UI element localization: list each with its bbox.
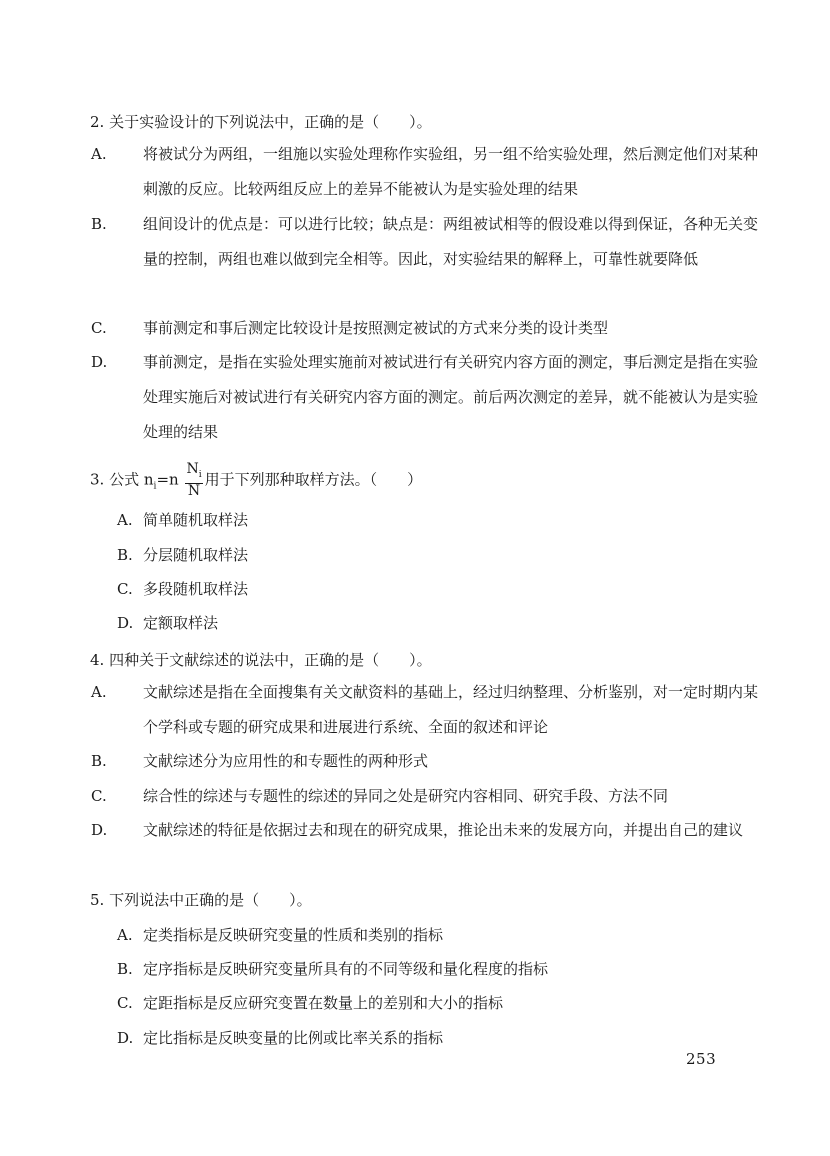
question-3-option-b <box>117 538 732 573</box>
question-4-option-a <box>91 675 759 745</box>
option-text: 定比指标是反映变量的比例或比率关系的指标 <box>143 1029 444 1047</box>
option-text: 综合性的综述与专题性的综述的异同之处是研究内容相同、研究手段、方法不同 <box>143 787 669 805</box>
option-letter: A. <box>117 511 133 529</box>
option-text: 定额取样法 <box>143 614 219 632</box>
fraction-numerator: $N_i$ <box>185 462 202 484</box>
question-2-option-d <box>91 345 759 450</box>
question-4-option-c <box>91 779 758 814</box>
option-text: 组间设计的优点是：可以进行比较；缺点是：两组被试相等的假设难以得到保证，各种无关变量的控制，两组也难以做到完全相等。因此，对实验结果的解释上，可靠性就要降低 <box>143 215 759 268</box>
question-2-option-b <box>91 207 759 277</box>
question-4-option-b <box>91 744 758 779</box>
question-3-option-c <box>117 572 732 607</box>
formula-equals: =n <box>156 470 179 489</box>
option-letter: C. <box>91 787 107 805</box>
option-text: 定距指标是反应研究变置在数量上的差别和大小的指标 <box>143 994 504 1012</box>
option-text: 事前测定，是指在实验处理实施前对被试进行有关研究内容方面的测定，事后测定是指在实验处理实施后对被试进行有关研究内容方面的测定。前后两次测定的差异，就不能被认为是实验处理的结果 <box>143 353 759 441</box>
option-letter: C. <box>91 319 107 337</box>
question-3-stem <box>90 462 422 499</box>
formula-lhs-subscript: i <box>153 481 157 492</box>
option-text: 定类指标是反映研究变量的性质和类别的指标 <box>143 926 444 944</box>
option-text: 多段随机取样法 <box>143 580 249 598</box>
option-text: 事前测定和事后测定比较设计是按照测定被试的方式来分类的设计类型 <box>143 319 609 337</box>
question-5-option-b <box>117 952 732 987</box>
question-2-option-a <box>91 137 759 207</box>
option-letter: A. <box>117 926 133 944</box>
question-5-option-d <box>117 1021 732 1056</box>
formula-fraction <box>185 462 202 499</box>
option-letter: D. <box>117 1029 134 1047</box>
question-5-stem: 5. 下列说法中正确的是（ ）。 <box>90 891 312 909</box>
option-letter: C. <box>117 580 133 598</box>
option-letter: B. <box>91 752 107 770</box>
option-letter: A. <box>91 683 107 701</box>
option-text: 定序指标是反映研究变量所具有的不同等级和量化程度的指标 <box>143 960 549 978</box>
option-text: 文献综述分为应用性的和专题性的两种形式 <box>143 752 429 770</box>
option-letter: B. <box>117 546 133 564</box>
stem-prefix: 3. 公式 <box>90 470 140 489</box>
option-letter: A. <box>91 145 107 163</box>
option-text: 文献综述的特征是依据过去和现在的研究成果，推论出未来的发展方向，并提出自己的建议 <box>143 821 744 839</box>
question-4-stem: 4. 四种关于文献综述的说法中，正确的是（ ）。 <box>90 651 432 669</box>
fraction-denominator: N <box>187 482 201 499</box>
option-text: 将被试分为两组，一组施以实验处理称作实验组，另一组不给实验处理，然后测定他们对某种刺激的反应。比较两组反应上的差异不能被认为是实验处理的结果 <box>143 145 759 198</box>
option-letter: D. <box>91 821 108 839</box>
question-4-option-d <box>91 813 758 848</box>
option-text: 简单随机取样法 <box>143 511 249 529</box>
question-2-stem: 2. 关于实验设计的下列说法中，正确的是（ ）。 <box>90 113 432 131</box>
option-letter: C. <box>117 994 133 1012</box>
question-3-option-a <box>117 503 732 538</box>
question-5-option-a <box>117 918 732 953</box>
option-text: 分层随机取样法 <box>143 546 249 564</box>
question-5-option-c <box>117 986 732 1021</box>
formula-lhs: n <box>143 470 154 489</box>
option-letter: B. <box>91 215 107 233</box>
option-text: 文献综述是指在全面搜集有关文献资料的基础上，经过归纳整理、分析鉴别，对一定时期内某个学科或专题的研究成果和进展进行系统、全面的叙述和评论 <box>143 683 759 736</box>
option-letter: D. <box>91 353 108 371</box>
stem-suffix: 用于下列那种取样方法。（ ） <box>204 470 423 489</box>
question-3-option-d <box>117 606 732 641</box>
option-letter: D. <box>117 614 134 632</box>
question-2-option-c <box>91 311 758 346</box>
option-letter: B. <box>117 960 133 978</box>
page-number: 253 <box>686 1050 717 1068</box>
